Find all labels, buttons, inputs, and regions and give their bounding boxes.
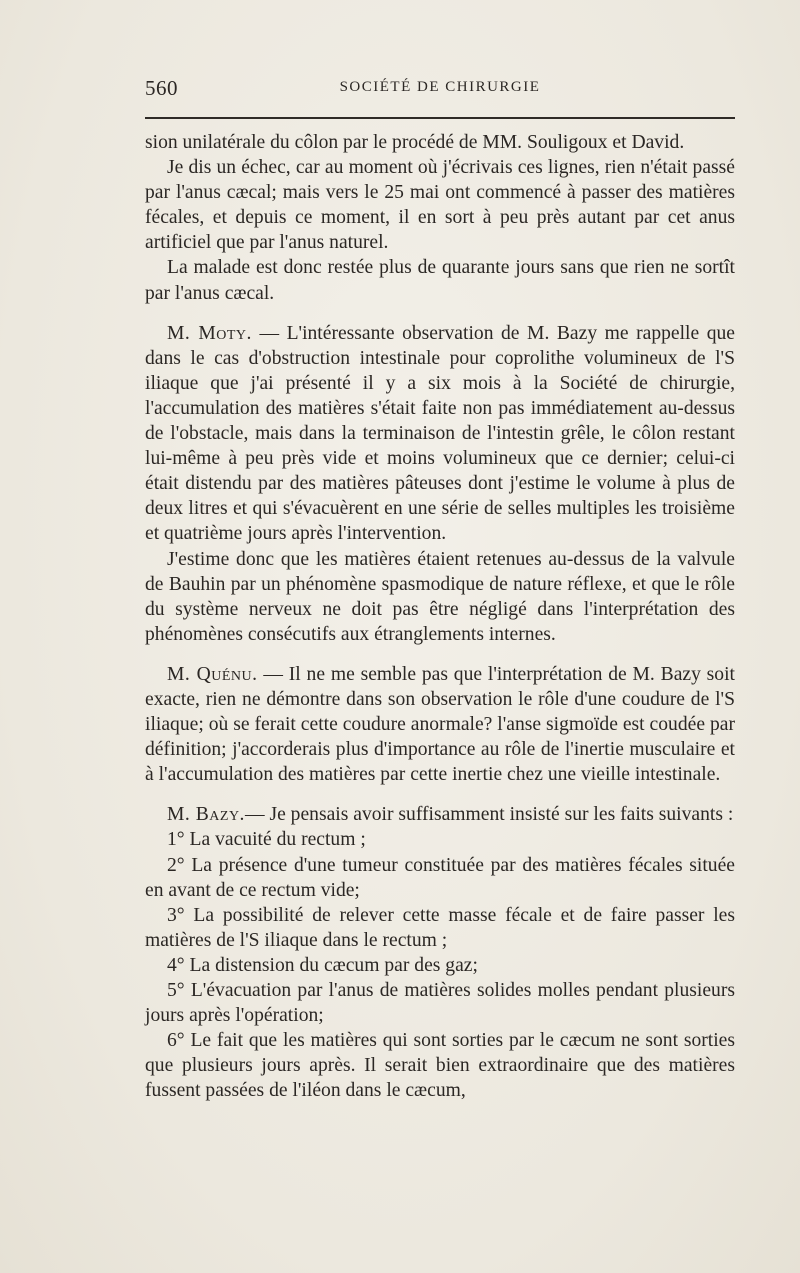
list-number: 6° (167, 1030, 185, 1052)
list-item (145, 953, 735, 978)
list-number: 4° (167, 954, 185, 976)
speaker-name: M. Quénu. (167, 663, 258, 685)
list-number: 3° (167, 904, 185, 926)
list-number: 1° (167, 829, 185, 851)
list-number: 5° (167, 980, 185, 1001)
speech-bazy (145, 802, 735, 827)
page-number: 560 (145, 76, 178, 100)
speech-text: — L'intéressante observation de M. Bazy me rappelle que dans le cas d'obstruction intestinale pour coprolithe volumineux de l'S iliaque que j'ai présenté il y a six mois à la Société de chirurgie, l'accumulation des matières s'était faite non pas immédiatement au-dessus de l'obstacle, mais dans la terminaison de l'intestin grêle, le côlon restant lui-même à peu près vide et moins volumineux que ce dernier; celui-ci était distendu par des matières pâteuses dont j'estime le volume à plus de deux litres et qui s'évacuèrent en une série de selles multiples les troisième et quatrième jours après l'intervention. (145, 322, 735, 545)
list-item (145, 978, 735, 1028)
paragraph: J'estime donc que les matières étaient retenues au-dessus de la valvule de Bauhin par un phénomène spasmodique de nature réflexe, et que le rôle du système nerveux ne doit pas être négligé dans l'interprétation des phénomènes consécutifs aux étranglements internes. (145, 548, 735, 645)
list-item (145, 903, 735, 953)
running-title: SOCIÉTÉ DE CHIRURGIE (339, 79, 541, 95)
speaker-name: M. Bazy. (167, 804, 245, 826)
speech-text: — Je pensais avoir suffisamment insisté sur les faits suivants : (244, 804, 734, 826)
list-item (145, 1028, 735, 1103)
list-text: La présence d'une tumeur constituée par des matières fécales située en avant de ce rectum vide; (145, 854, 735, 901)
body-text (145, 130, 735, 1103)
speech-moty (145, 321, 735, 547)
list-text: La vacuité du rectum ; (184, 829, 366, 851)
list-text: La possibilité de relever cette masse fécale et de faire passer les matières de l'S iliaque dans le rectum ; (145, 904, 735, 951)
speech-text: — Il ne me semble pas que l'interprétation de M. Bazy soit exacte, rien ne démontre dans son observation le rôle d'une coudure de l'S iliaque; où se ferait cette coudure anormale? l'anse sigmoïde est coudée par définition; j'accorderais plus d'importance au rôle de l'inertie musculaire et à l'accumulation des matières par cette inertie chez une vieille intestinale. (145, 663, 735, 786)
list-text: L'évacuation par l'anus de matières solides molles pendant plusieurs jours après l'opération; (145, 980, 735, 1027)
page-header (145, 76, 735, 106)
list-item (145, 853, 735, 903)
paragraph: Je dis un échec, car au moment où j'écrivais ces lignes, rien n'était passé par l'anus cæcal; mais vers le 25 mai ont commencé à passer des matières fécales, et depuis ce moment, il en sort à peu près autant par cet anus artificiel que par l'anus naturel. (145, 157, 735, 254)
paragraph: La malade est donc restée plus de quarante jours sans que rien ne sortît par l'anus cæcal. (145, 257, 735, 304)
list-number: 2° (167, 854, 185, 876)
list-item (145, 827, 735, 852)
list-text: Le fait que les matières qui sont sorties par le cæcum ne sont sorties que plusieurs jours après. Il serait bien extraordinaire que des matières fussent passées de l'iléon dans le cæcum, (145, 1030, 735, 1102)
paragraph-continuation: sion unilatérale du côlon par le procédé de MM. Souligoux et David. (145, 132, 685, 153)
list-text: La distension du cæcum par des gaz; (184, 954, 478, 976)
speaker-name: M. Moty. (167, 322, 252, 344)
header-rule (145, 117, 735, 119)
speech-quenu (145, 662, 735, 787)
